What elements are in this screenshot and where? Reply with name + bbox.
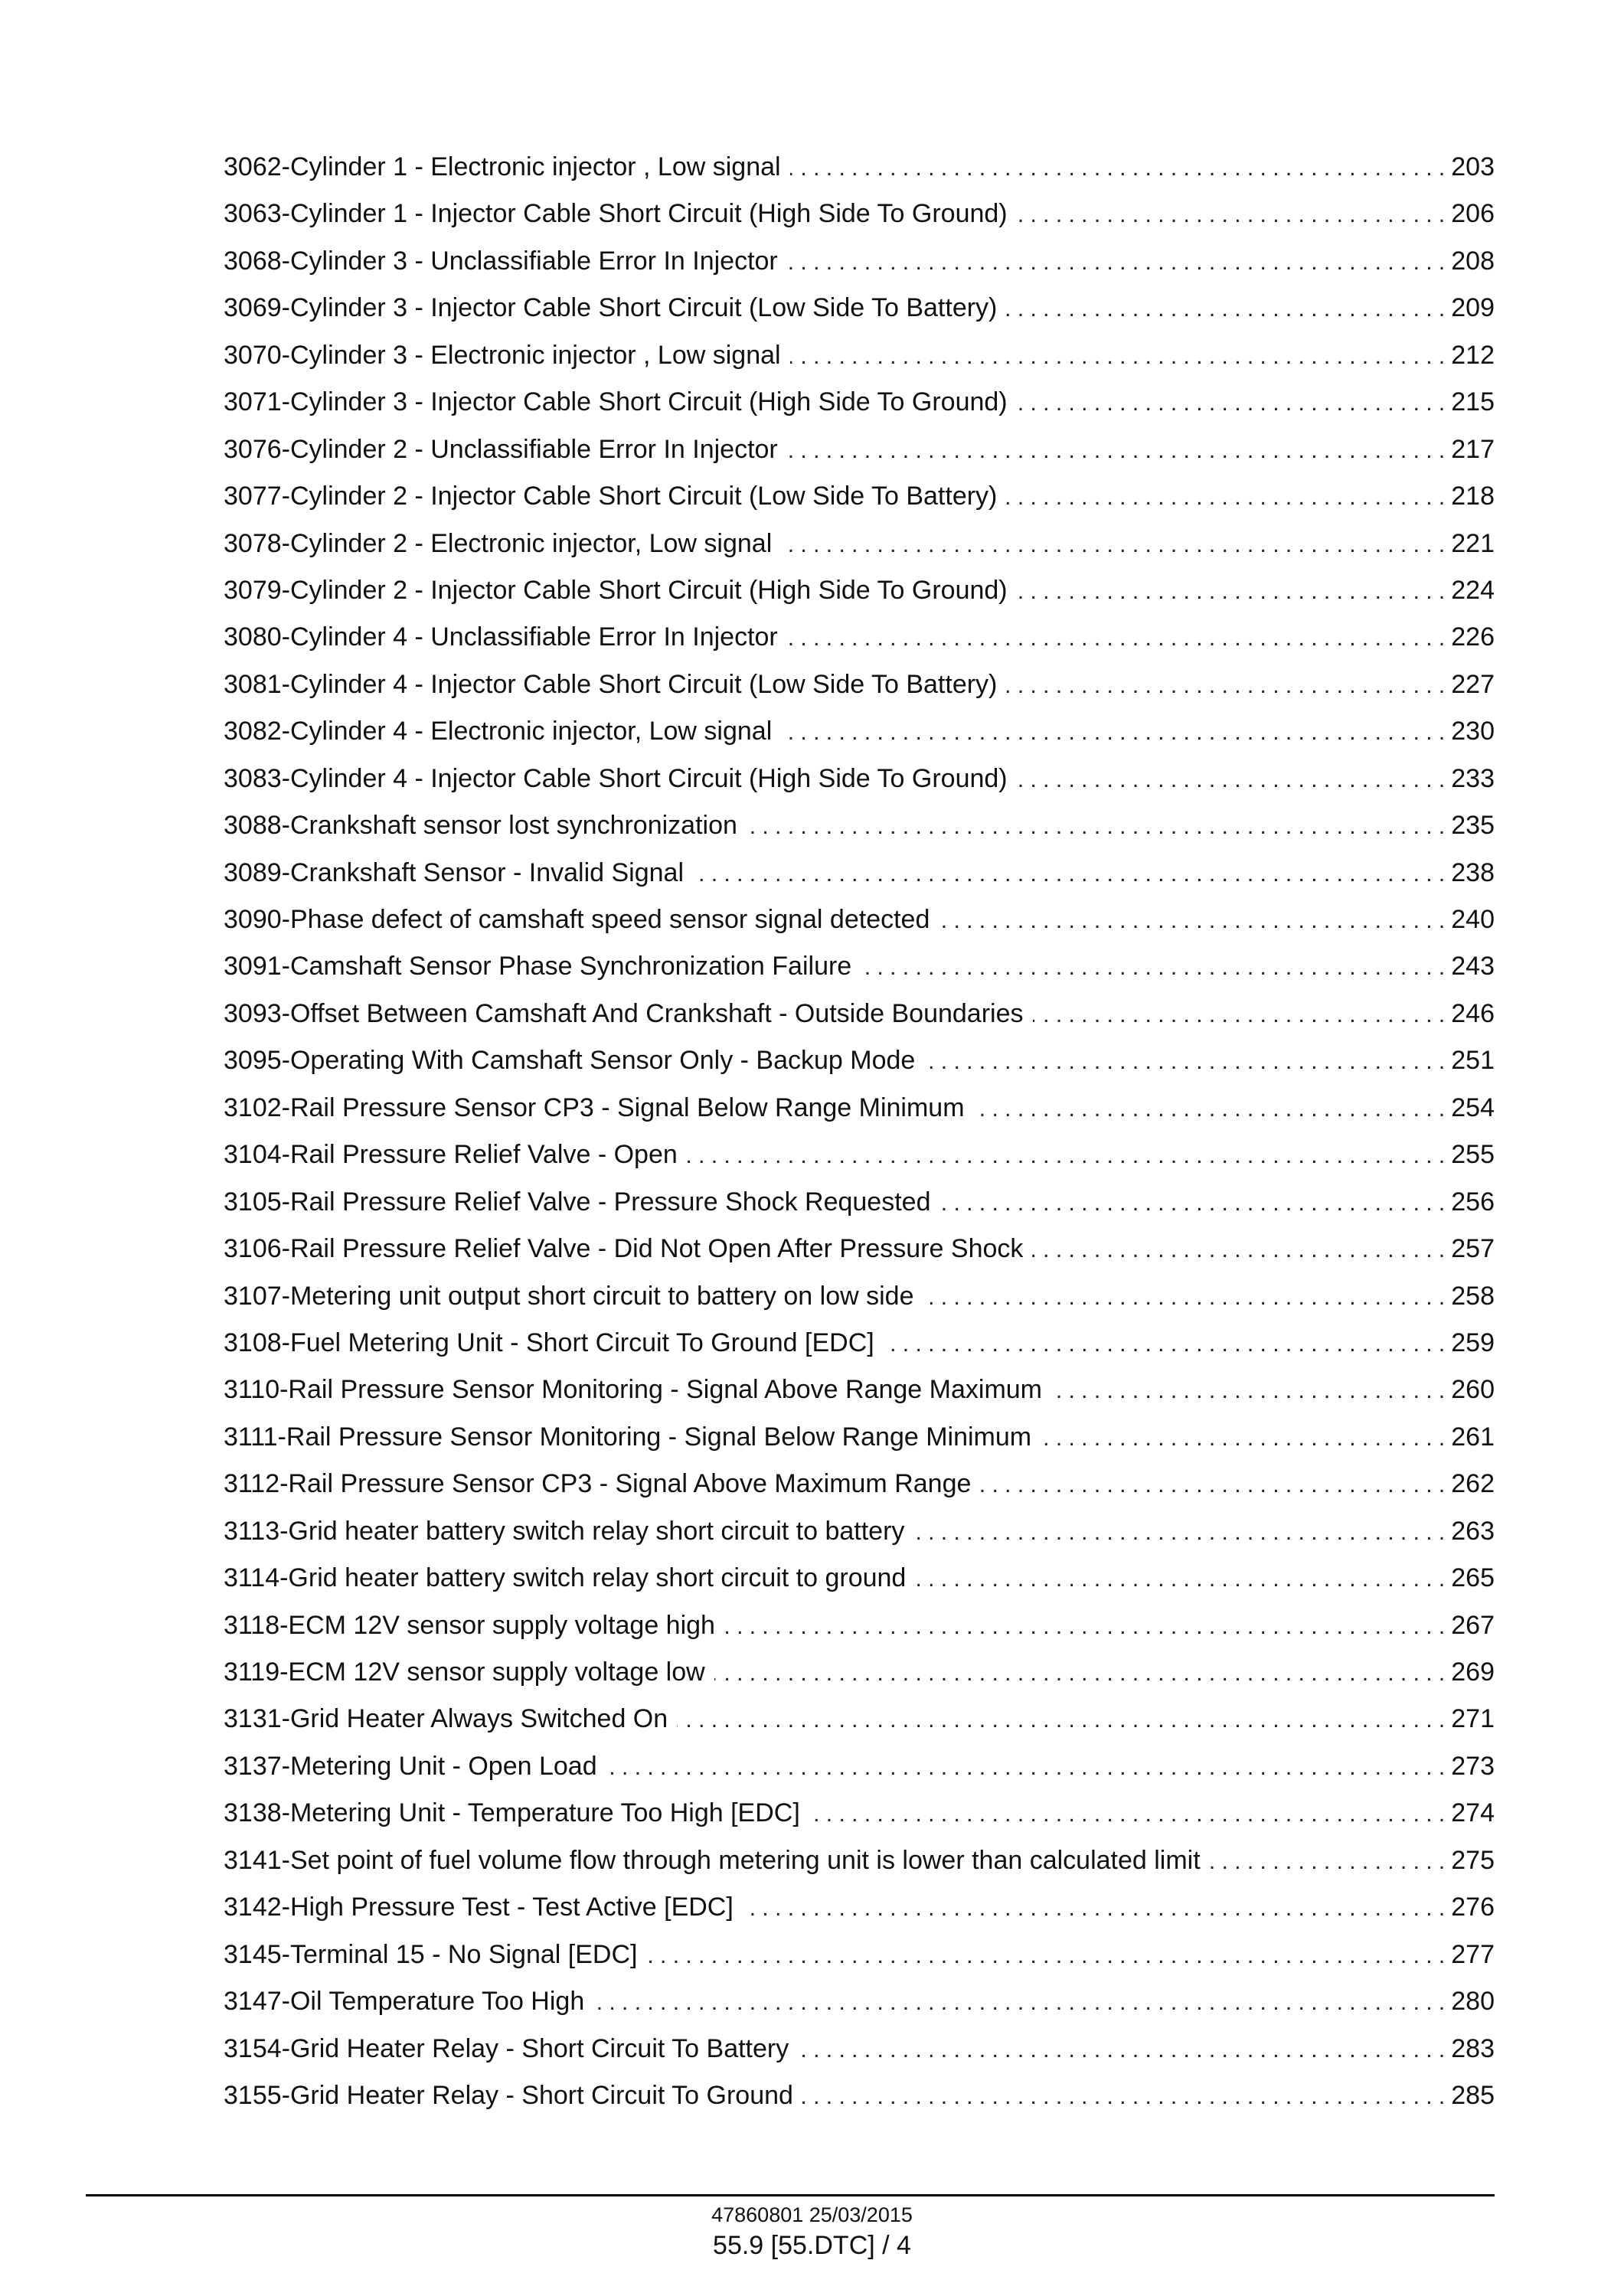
toc-dot-leader bbox=[787, 622, 1446, 655]
toc-entry-page: 262 bbox=[1451, 1469, 1495, 1499]
toc-dot-leader bbox=[924, 1045, 1445, 1079]
toc-entry-page: 251 bbox=[1451, 1046, 1495, 1076]
toc-entry[interactable] bbox=[224, 385, 1495, 432]
toc-entry-title: 3119-ECM 12V sensor supply voltage low bbox=[224, 1657, 705, 1687]
toc-entry-page: 263 bbox=[1451, 1516, 1495, 1546]
toc-entry-title: 3155-Grid Heater Relay - Short Circuit To Ground bbox=[224, 2080, 793, 2110]
toc-entry-title: 3076-Cylinder 2 - Unclassifiable Error In Injector bbox=[224, 434, 778, 464]
toc-dot-leader bbox=[802, 2080, 1445, 2114]
toc-entry-page: 261 bbox=[1451, 1422, 1495, 1452]
toc-entry[interactable] bbox=[224, 1043, 1495, 1090]
toc-entry-page: 271 bbox=[1451, 1704, 1495, 1734]
toc-dot-leader bbox=[939, 1187, 1445, 1220]
toc-entry[interactable] bbox=[224, 1749, 1495, 1796]
toc-entry-page: 217 bbox=[1451, 434, 1495, 464]
toc-entry-page: 275 bbox=[1451, 1845, 1495, 1875]
toc-entry-page: 243 bbox=[1451, 952, 1495, 981]
toc-entry-title: 3083-Cylinder 4 - Injector Cable Short Circuit (High Side To Ground) bbox=[224, 763, 1008, 793]
toc-dot-leader bbox=[980, 1468, 1445, 1502]
toc-entry[interactable] bbox=[224, 997, 1495, 1043]
toc-entry-page: 259 bbox=[1451, 1328, 1495, 1357]
toc-entry[interactable] bbox=[224, 1373, 1495, 1419]
toc-entry-title: 3137-Metering Unit - Open Load bbox=[224, 1751, 597, 1781]
toc-entry[interactable] bbox=[224, 620, 1495, 667]
toc-entry-title: 3093-Offset Between Camshaft And Crankshaft - Outside Boundaries bbox=[224, 998, 1024, 1028]
toc-entry[interactable] bbox=[224, 1514, 1495, 1561]
toc-dot-leader bbox=[1006, 669, 1445, 703]
toc-dot-leader bbox=[939, 904, 1445, 938]
toc-entry-page: 224 bbox=[1451, 575, 1495, 605]
toc-entry[interactable] bbox=[224, 714, 1495, 761]
toc-entry-page: 277 bbox=[1451, 1939, 1495, 1969]
toc-dot-leader bbox=[1210, 1845, 1446, 1879]
toc-dot-leader bbox=[1017, 575, 1446, 609]
toc-entry[interactable] bbox=[224, 1702, 1495, 1749]
toc-entry[interactable] bbox=[224, 949, 1495, 996]
toc-entry-page: 233 bbox=[1451, 763, 1495, 793]
toc-entry-page: 274 bbox=[1451, 1798, 1495, 1828]
toc-dot-leader bbox=[646, 1939, 1445, 1973]
toc-entry-page: 221 bbox=[1451, 528, 1495, 558]
toc-dot-leader bbox=[1006, 292, 1445, 326]
toc-entry[interactable] bbox=[224, 1609, 1495, 1655]
toc-entry[interactable] bbox=[224, 1279, 1495, 1326]
toc-entry-title: 3131-Grid Heater Always Switched On bbox=[224, 1704, 668, 1734]
toc-entry-page: 269 bbox=[1451, 1657, 1495, 1687]
toc-entry-page: 273 bbox=[1451, 1751, 1495, 1781]
toc-entry[interactable] bbox=[224, 338, 1495, 385]
toc-entry-page: 226 bbox=[1451, 622, 1495, 652]
toc-dot-leader bbox=[798, 2033, 1445, 2067]
toc-entry-page: 235 bbox=[1451, 811, 1495, 841]
toc-dot-leader bbox=[787, 246, 1446, 279]
toc-dot-leader bbox=[743, 1892, 1445, 1925]
toc-entry-page: 203 bbox=[1451, 152, 1495, 181]
toc-entry-page: 240 bbox=[1451, 905, 1495, 934]
toc-entry-title: 3108-Fuel Metering Unit - Short Circuit To Ground [EDC] bbox=[224, 1328, 874, 1357]
toc-dot-leader bbox=[923, 1281, 1445, 1315]
toc-dot-leader bbox=[809, 1798, 1446, 1831]
toc-entry[interactable] bbox=[224, 762, 1495, 808]
toc-entry-page: 285 bbox=[1451, 2080, 1495, 2110]
table-of-contents bbox=[224, 150, 1495, 2125]
footer-page-number: 55.9 [55.DTC] / 4 bbox=[713, 2231, 911, 2260]
toc-entry-title: 3105-Rail Pressure Relief Valve - Pressure Shock Requested bbox=[224, 1187, 931, 1217]
toc-dot-leader bbox=[747, 810, 1445, 844]
toc-dot-leader bbox=[915, 1563, 1445, 1596]
toc-dot-leader bbox=[1017, 198, 1446, 232]
toc-dot-leader bbox=[790, 340, 1446, 374]
footer-document-id: 47860801 25/03/2015 bbox=[711, 2203, 913, 2226]
toc-dot-leader bbox=[1041, 1422, 1445, 1455]
toc-entry-title: 3141-Set point of fuel volume flow through metering unit is lower than calculated limit bbox=[224, 1845, 1201, 1875]
toc-entry[interactable] bbox=[224, 668, 1495, 714]
toc-entry-page: 255 bbox=[1451, 1140, 1495, 1170]
toc-entry-title: 3118-ECM 12V sensor supply voltage high bbox=[224, 1610, 715, 1640]
toc-dot-leader bbox=[974, 1092, 1446, 1126]
toc-entry[interactable] bbox=[224, 1326, 1495, 1373]
toc-entry[interactable] bbox=[224, 1467, 1495, 1514]
toc-entry-title: 3112-Rail Pressure Sensor CP3 - Signal Above Maximum Range bbox=[224, 1469, 972, 1499]
toc-entry-page: 212 bbox=[1451, 340, 1495, 370]
toc-entry[interactable] bbox=[224, 1185, 1495, 1232]
toc-entry-page: 215 bbox=[1451, 387, 1495, 417]
toc-entry-title: 3070-Cylinder 3 - Electronic injector , Low signal bbox=[224, 340, 781, 370]
toc-dot-leader bbox=[861, 951, 1445, 985]
toc-dot-leader bbox=[687, 1139, 1446, 1173]
toc-entry[interactable] bbox=[224, 1091, 1495, 1138]
toc-entry-title: 3114-Grid heater battery switch relay short circuit to ground bbox=[224, 1563, 907, 1593]
toc-dot-leader bbox=[1017, 387, 1446, 420]
toc-entry-title: 3104-Rail Pressure Relief Valve - Open bbox=[224, 1140, 678, 1170]
toc-entry[interactable] bbox=[224, 291, 1495, 338]
toc-dot-leader bbox=[790, 152, 1446, 185]
toc-entry-page: 276 bbox=[1451, 1893, 1495, 1922]
toc-entry-title: 3063-Cylinder 1 - Injector Cable Short Circuit (High Side To Ground) bbox=[224, 199, 1008, 229]
footer-divider bbox=[86, 2194, 1495, 2196]
toc-entry-page: 256 bbox=[1451, 1187, 1495, 1217]
toc-dot-leader bbox=[787, 434, 1446, 468]
toc-dot-leader bbox=[606, 1751, 1446, 1785]
toc-entry-page: 227 bbox=[1451, 669, 1495, 699]
toc-entry[interactable] bbox=[224, 197, 1495, 243]
toc-entry[interactable] bbox=[224, 808, 1495, 855]
toc-dot-leader bbox=[781, 716, 1445, 750]
toc-dot-leader bbox=[677, 1703, 1445, 1737]
toc-dot-leader bbox=[1032, 1233, 1445, 1267]
toc-entry[interactable] bbox=[224, 1796, 1495, 1843]
toc-entry-title: 3147-Oil Temperature Too High bbox=[224, 1987, 585, 2017]
toc-entry-title: 3079-Cylinder 2 - Injector Cable Short Circuit (High Side To Ground) bbox=[224, 575, 1008, 605]
toc-entry-title: 3089-Crankshaft Sensor - Invalid Signal bbox=[224, 857, 684, 887]
toc-entry-page: 258 bbox=[1451, 1281, 1495, 1311]
toc-entry-title: 3138-Metering Unit - Temperature Too High [EDC] bbox=[224, 1798, 800, 1828]
toc-dot-leader bbox=[781, 528, 1445, 562]
toc-entry-title: 3091-Camshaft Sensor Phase Synchronization Failure bbox=[224, 952, 852, 981]
toc-entry-title: 3113-Grid heater battery switch relay short circuit to battery bbox=[224, 1516, 905, 1546]
toc-entry-title: 3095-Operating With Camshaft Sensor Only - Backup Mode bbox=[224, 1046, 916, 1076]
toc-entry-title: 3078-Cylinder 2 - Electronic injector, Low signal bbox=[224, 528, 773, 558]
toc-entry-title: 3082-Cylinder 4 - Electronic injector, Low signal bbox=[224, 717, 773, 746]
toc-entry-page: 218 bbox=[1451, 482, 1495, 511]
toc-dot-leader bbox=[1017, 763, 1446, 797]
toc-entry-title: 3071-Cylinder 3 - Injector Cable Short Circuit (High Side To Ground) bbox=[224, 387, 1008, 417]
toc-entry-title: 3088-Crankshaft sensor lost synchronization bbox=[224, 811, 737, 841]
toc-entry[interactable] bbox=[224, 433, 1495, 479]
toc-entry-title: 3062-Cylinder 1 - Electronic injector , Low signal bbox=[224, 152, 781, 181]
toc-entry-title: 3110-Rail Pressure Sensor Monitoring - Signal Above Range Maximum bbox=[224, 1375, 1042, 1405]
toc-entry[interactable] bbox=[224, 150, 1495, 197]
toc-entry[interactable] bbox=[224, 1938, 1495, 1984]
toc-entry-page: 206 bbox=[1451, 199, 1495, 229]
toc-entry-page: 246 bbox=[1451, 998, 1495, 1028]
toc-dot-leader bbox=[693, 857, 1445, 891]
toc-entry-page: 257 bbox=[1451, 1234, 1495, 1264]
toc-entry[interactable] bbox=[224, 479, 1495, 526]
toc-entry[interactable] bbox=[224, 903, 1495, 949]
toc-entry-page: 260 bbox=[1451, 1375, 1495, 1405]
toc-entry[interactable] bbox=[224, 244, 1495, 291]
toc-entry-title: 3145-Terminal 15 - No Signal [EDC] bbox=[224, 1939, 638, 1969]
toc-entry[interactable] bbox=[224, 573, 1495, 620]
toc-entry[interactable] bbox=[224, 1844, 1495, 1890]
toc-entry[interactable] bbox=[224, 1561, 1495, 1608]
toc-dot-leader bbox=[714, 1657, 1446, 1690]
toc-entry-title: 3111-Rail Pressure Sensor Monitoring - Signal Below Range Minimum bbox=[224, 1422, 1032, 1452]
toc-entry[interactable] bbox=[224, 1655, 1495, 1702]
toc-entry-page: 254 bbox=[1451, 1092, 1495, 1122]
toc-entry-page: 283 bbox=[1451, 2033, 1495, 2063]
toc-entry-title: 3069-Cylinder 3 - Injector Cable Short Circuit (Low Side To Battery) bbox=[224, 293, 998, 323]
toc-entry[interactable] bbox=[224, 1984, 1495, 2031]
toc-entry[interactable] bbox=[224, 1232, 1495, 1279]
toc-entry[interactable] bbox=[224, 527, 1495, 573]
toc-dot-leader bbox=[1006, 481, 1445, 514]
toc-entry-title: 3107-Metering unit output short circuit to battery on low side bbox=[224, 1281, 914, 1311]
toc-entry-title: 3068-Cylinder 3 - Unclassifiable Error In Injector bbox=[224, 246, 778, 276]
toc-dot-leader bbox=[1033, 998, 1446, 1032]
toc-dot-leader bbox=[724, 1610, 1445, 1644]
toc-entry-title: 3102-Rail Pressure Sensor CP3 - Signal Below Range Minimum bbox=[224, 1092, 965, 1122]
toc-entry[interactable] bbox=[224, 2079, 1495, 2125]
toc-entry-page: 265 bbox=[1451, 1563, 1495, 1593]
toc-entry-page: 238 bbox=[1451, 857, 1495, 887]
toc-entry-title: 3081-Cylinder 4 - Injector Cable Short Circuit (Low Side To Battery) bbox=[224, 669, 998, 699]
toc-entry[interactable] bbox=[224, 1420, 1495, 1467]
toc-entry-title: 3142-High Pressure Test - Test Active [EDC] bbox=[224, 1893, 734, 1922]
toc-entry[interactable] bbox=[224, 1890, 1495, 1937]
toc-entry-page: 267 bbox=[1451, 1610, 1495, 1640]
toc-entry[interactable] bbox=[224, 1138, 1495, 1184]
toc-entry-page: 208 bbox=[1451, 246, 1495, 276]
toc-entry-page: 230 bbox=[1451, 717, 1495, 746]
toc-entry-page: 209 bbox=[1451, 293, 1495, 323]
toc-dot-leader bbox=[884, 1328, 1446, 1361]
toc-dot-leader bbox=[913, 1516, 1445, 1550]
toc-entry-title: 3090-Phase defect of camshaft speed sensor signal detected bbox=[224, 905, 930, 934]
toc-entry-title: 3077-Cylinder 2 - Injector Cable Short Circuit (Low Side To Battery) bbox=[224, 482, 998, 511]
toc-entry-title: 3106-Rail Pressure Relief Valve - Did Not Open After Pressure Shock bbox=[224, 1234, 1024, 1264]
toc-entry-page: 280 bbox=[1451, 1987, 1495, 2017]
toc-dot-leader bbox=[1051, 1374, 1445, 1408]
toc-dot-leader bbox=[593, 1986, 1445, 2020]
toc-entry-title: 3080-Cylinder 4 - Unclassifiable Error In Injector bbox=[224, 622, 778, 652]
toc-entry-title: 3154-Grid Heater Relay - Short Circuit To Battery bbox=[224, 2033, 789, 2063]
toc-entry[interactable] bbox=[224, 856, 1495, 903]
toc-entry[interactable] bbox=[224, 2032, 1495, 2079]
